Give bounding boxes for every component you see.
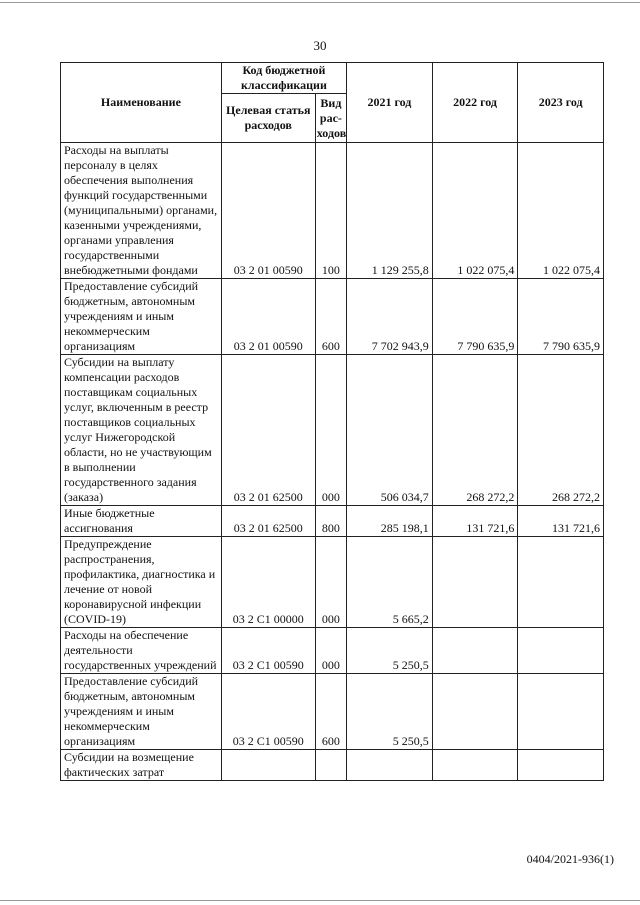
row-value-2021: 506 034,7 [347, 355, 433, 506]
table-row [61, 506, 604, 537]
header-kbk-group: Код бюджетной классификации [221, 63, 346, 94]
row-name: Предоставление субсидий бюджетным, автономным учреждениям и иным некоммерческим организациям [61, 674, 222, 750]
row-target-article: 03 2 С1 00000 [221, 537, 315, 628]
row-expense-kind: 100 [315, 143, 346, 279]
scan-border-bottom [0, 900, 640, 901]
page-number: 30 [313, 38, 327, 53]
row-value-2023: 1 022 075,4 [518, 143, 604, 279]
header-year-2022: 2022 год [432, 63, 518, 143]
row-name: Предоставление субсидий бюджетным, автономным учреждениям и иным некоммерческим организациям [61, 279, 222, 355]
row-value-2022: 131 721,6 [432, 506, 518, 537]
row-name: Расходы на обеспечение деятельности государственных учреждений [61, 628, 222, 674]
row-name: Иные бюджетные ассигнования [61, 506, 222, 537]
row-value-2021: 5 665,2 [347, 537, 433, 628]
row-value-2022: 1 022 075,4 [432, 143, 518, 279]
row-target-article: 03 2 01 62500 [221, 506, 315, 537]
row-target-article: 03 2 01 00590 [221, 279, 315, 355]
budget-table [60, 62, 604, 781]
row-value-2023 [518, 628, 604, 674]
row-target-article [221, 750, 315, 781]
row-expense-kind [315, 750, 346, 781]
row-value-2023 [518, 537, 604, 628]
row-expense-kind: 600 [315, 674, 346, 750]
row-expense-kind: 600 [315, 279, 346, 355]
row-value-2023: 268 272,2 [518, 355, 604, 506]
row-value-2021: 7 702 943,9 [347, 279, 433, 355]
document-code: 0404/2021-936(1) [526, 852, 614, 866]
header-target-article: Целевая статья расходов [221, 94, 315, 143]
row-value-2021: 5 250,5 [347, 674, 433, 750]
row-value-2023 [518, 674, 604, 750]
row-value-2022 [432, 537, 518, 628]
row-value-2023: 131 721,6 [518, 506, 604, 537]
table-row [61, 537, 604, 628]
row-name: Предупреждение распространения, профилактика, диагностика и лечение от новой коронавирусной инфекции (COVID-19) [61, 537, 222, 628]
header-year-2023: 2023 год [518, 63, 604, 143]
row-name: Субсидии на возмещение фактических затрат [61, 750, 222, 781]
row-expense-kind: 000 [315, 537, 346, 628]
row-value-2022 [432, 628, 518, 674]
row-value-2021: 5 250,5 [347, 628, 433, 674]
header-expense-kind: Вид рас-ходов [315, 94, 346, 143]
row-expense-kind: 000 [315, 628, 346, 674]
table-row [61, 750, 604, 781]
row-name: Субсидии на выплату компенсации расходов поставщикам социальных услуг, включенным в реестр поставщиков социальных услуг Нижегородской области, но не участвующим в выполнении государственного задания (заказа) [61, 355, 222, 506]
row-name: Расходы на выплаты персоналу в целях обеспечения выполнения функций государственными (муниципальными) органами, казенными учреждениями, органами управления государственными внебюджетными фондами [61, 143, 222, 279]
row-value-2021: 1 129 255,8 [347, 143, 433, 279]
row-value-2022 [432, 750, 518, 781]
table-row [61, 674, 604, 750]
table-row [61, 143, 604, 279]
row-expense-kind: 000 [315, 355, 346, 506]
row-target-article: 03 2 С1 00590 [221, 674, 315, 750]
row-target-article: 03 2 01 00590 [221, 143, 315, 279]
row-value-2021 [347, 750, 433, 781]
table-row [61, 628, 604, 674]
row-target-article: 03 2 01 62500 [221, 355, 315, 506]
row-target-article: 03 2 С1 00590 [221, 628, 315, 674]
row-expense-kind: 800 [315, 506, 346, 537]
row-value-2023: 7 790 635,9 [518, 279, 604, 355]
row-value-2023 [518, 750, 604, 781]
row-value-2022: 268 272,2 [432, 355, 518, 506]
header-name: Наименование [61, 63, 222, 143]
header-year-2021: 2021 год [347, 63, 433, 143]
table-row [61, 279, 604, 355]
table-row [61, 355, 604, 506]
row-value-2022: 7 790 635,9 [432, 279, 518, 355]
row-value-2021: 285 198,1 [347, 506, 433, 537]
row-value-2022 [432, 674, 518, 750]
scan-border-top [0, 2, 640, 3]
